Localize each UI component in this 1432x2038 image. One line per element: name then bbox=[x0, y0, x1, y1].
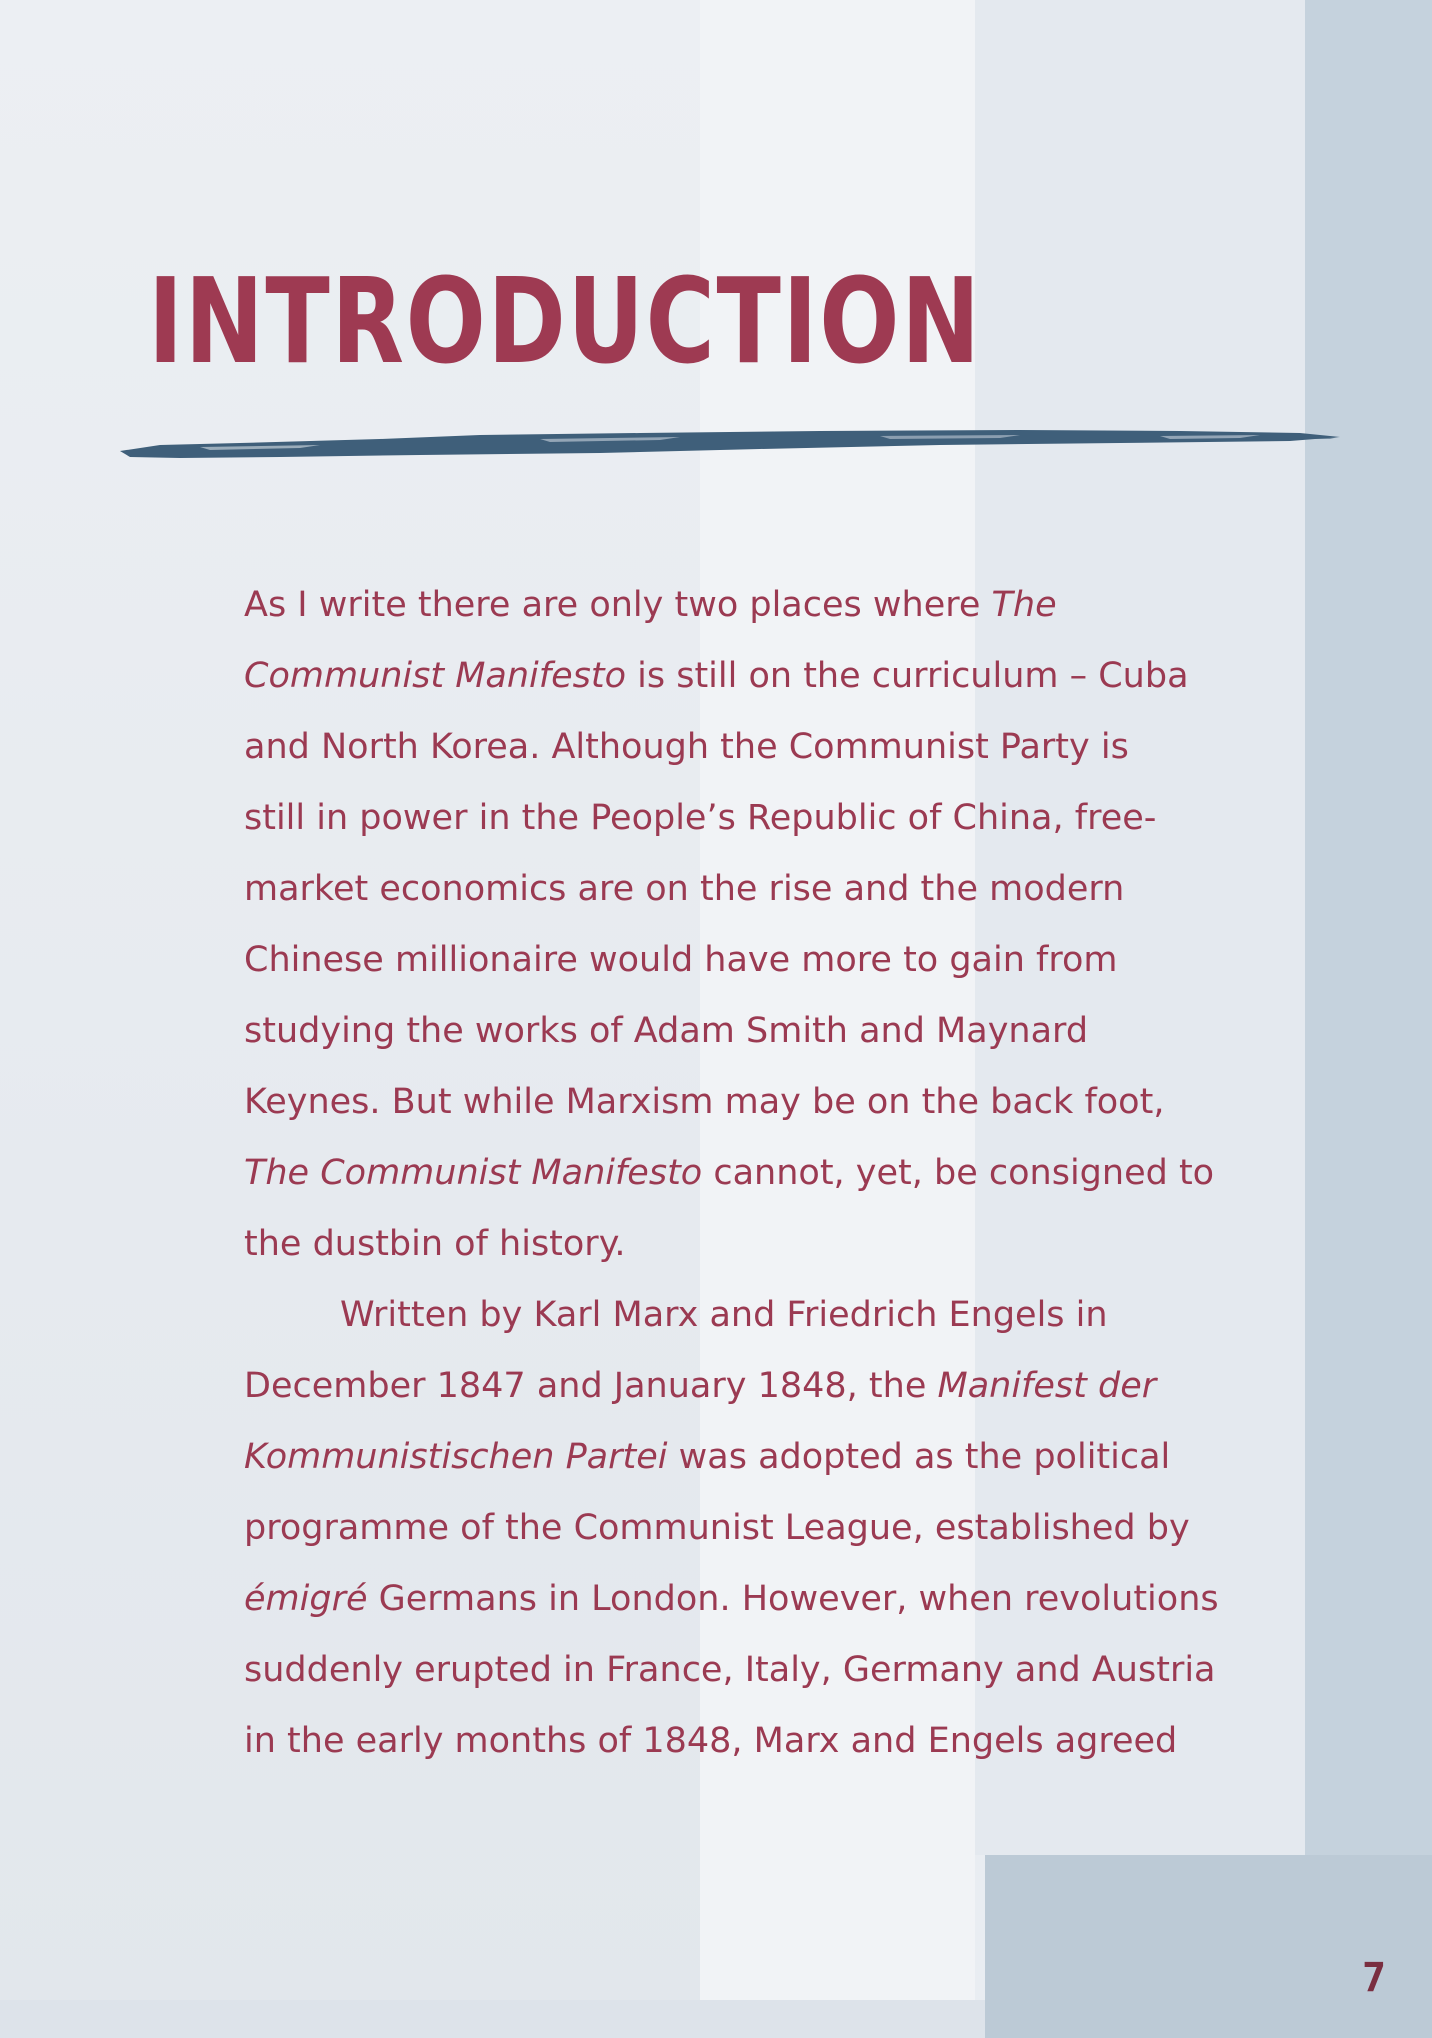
body-text bbox=[244, 570, 1284, 1777]
chapter-heading: INTRODUCTION bbox=[148, 252, 982, 390]
paragraph-2 bbox=[244, 1280, 1284, 1777]
italic-title-run: Communist Manifesto bbox=[244, 656, 626, 696]
text-line: Written by Karl Marx and Friedrich Engels in bbox=[340, 1295, 1108, 1335]
text-line: the dustbin of history. bbox=[244, 1224, 626, 1264]
page-number: 7 bbox=[1362, 1955, 1387, 2001]
text-line bbox=[244, 1351, 1284, 1422]
text-run: As I write there are only two places where bbox=[244, 585, 992, 625]
text-line bbox=[244, 641, 1284, 712]
text-line: studying the works of Adam Smith and Maynard bbox=[244, 1011, 1089, 1051]
text-line bbox=[244, 570, 1284, 641]
text-line: Keynes. But while Marxism may be on the back foot, bbox=[244, 1082, 1165, 1122]
italic-title-run: The Communist Manifesto bbox=[244, 1153, 703, 1193]
text-line: suddenly erupted in France, Italy, Germany and Austria bbox=[244, 1650, 1216, 1690]
text-run: December 1847 and January 1848, the bbox=[244, 1366, 938, 1406]
text-line: in the early months of 1848, Marx and Engels agreed bbox=[244, 1721, 1178, 1761]
text-line: and North Korea. Although the Communist Party is bbox=[244, 727, 1129, 767]
background-panel-bottom-right bbox=[985, 1855, 1432, 2038]
brush-stroke-divider bbox=[120, 425, 1340, 465]
paragraph-1 bbox=[244, 570, 1284, 1280]
text-line: Chinese millionaire would have more to gain from bbox=[244, 940, 1118, 980]
italic-title-run: Kommunistischen Partei bbox=[244, 1437, 668, 1477]
italic-title-run: The bbox=[991, 585, 1057, 625]
text-line: still in power in the People’s Republic of China, free- bbox=[244, 798, 1157, 838]
background-band-bottom bbox=[0, 2000, 985, 2038]
italic-word-run: émigré bbox=[244, 1579, 368, 1619]
text-line bbox=[244, 1564, 1284, 1635]
text-run: cannot, yet, be consigned to bbox=[702, 1153, 1215, 1193]
text-line bbox=[244, 1422, 1284, 1493]
background-panel-edge bbox=[1305, 0, 1432, 2038]
text-line bbox=[244, 1138, 1284, 1209]
text-run: Germans in London. However, when revolutions bbox=[367, 1579, 1219, 1619]
text-run: was adopted as the political bbox=[667, 1437, 1171, 1477]
text-line: market economics are on the rise and the modern bbox=[244, 869, 1125, 909]
italic-title-run: Manifest der bbox=[937, 1366, 1157, 1406]
text-line: programme of the Communist League, established by bbox=[244, 1508, 1190, 1548]
text-run: is still on the curriculum – Cuba bbox=[626, 656, 1189, 696]
